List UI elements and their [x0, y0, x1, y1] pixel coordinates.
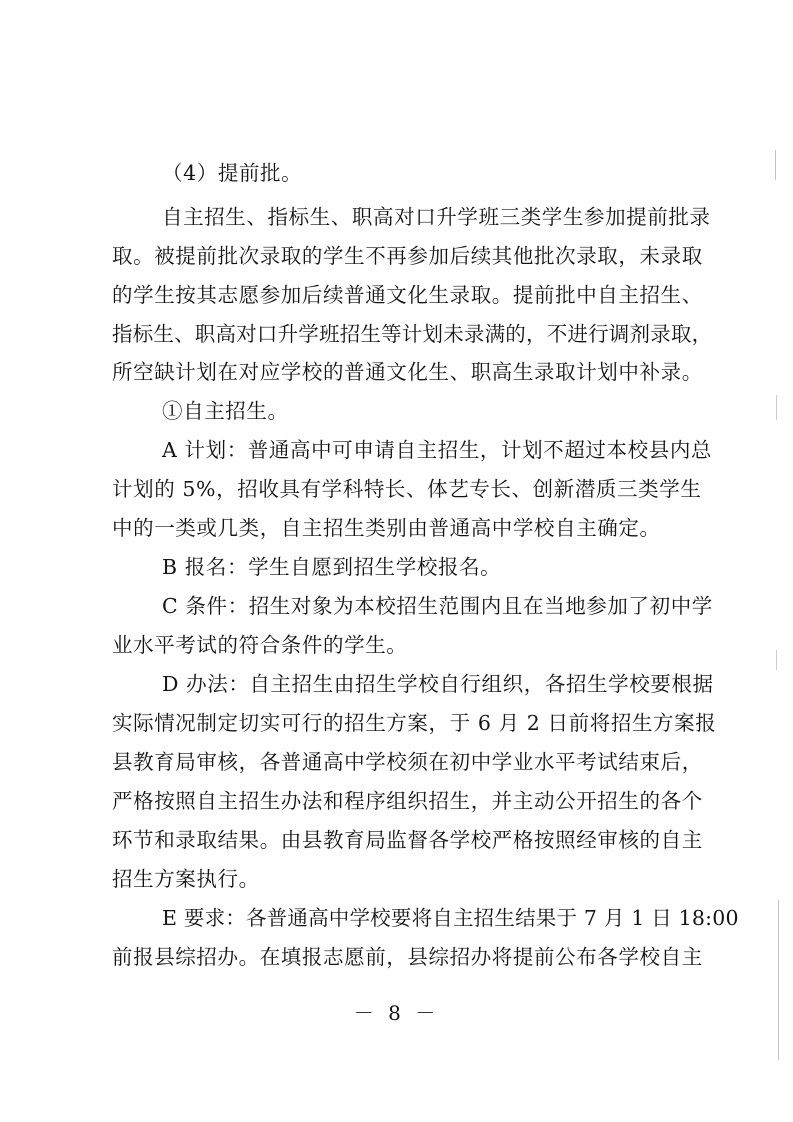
paragraph-line: 指标生、职高对口升学班招生等计划未录满的，不进行调剂录取，: [112, 322, 713, 346]
scan-edge-mark: [776, 650, 777, 670]
paragraph-line: 中的一类或几类，自主招生类别由普通高中学校自主确定。: [112, 516, 661, 540]
paragraph-line: 业水平考试的符合条件的学生。: [112, 633, 408, 657]
paragraph-line: 前报县综招办。在填报志愿前，县综招办将提前公布各学校自主: [112, 945, 703, 969]
paragraph-line: 环节和录取结果。由县教育局监督各学校严格按照经审核的自主: [112, 828, 703, 852]
paragraph-line: 的学生按其志愿参加后续普通文化生录取。提前批中自主招生、: [112, 283, 703, 307]
paragraph-line: 所空缺计划在对应学校的普通文化生、职高生录取计划中补录。: [112, 360, 703, 384]
scan-edge-mark: [775, 150, 776, 180]
paragraph-line: 实际情况制定切实可行的招生方案，于 6 月 2 日前将招生方案报: [112, 711, 717, 735]
paragraph-line: B 报名：学生自愿到招生学校报名。: [162, 555, 502, 579]
page-number: － 8 －: [353, 1001, 440, 1025]
paragraph-line: 自主招生、指标生、职高对口升学班三类学生参加提前批录: [162, 205, 711, 229]
paragraph-line: C 条件：招生对象为本校招生范围内且在当地参加了初中学: [162, 594, 713, 618]
section-heading: （4）提前批。: [162, 161, 303, 185]
paragraph-line: 严格按照自主招生办法和程序组织招生，并主动公开招生的各个: [112, 789, 703, 813]
scan-edge-mark: [776, 395, 777, 420]
paragraph-line: E 要求：各普通高中学校要将自主招生结果于 7 月 1 日 18:00: [162, 906, 739, 930]
subsection-heading: ①自主招生。: [162, 399, 289, 423]
paragraph-line: D 办法：自主招生由招生学校自行组织，各招生学校要根据: [162, 672, 714, 696]
paragraph-line: 计划的 5%，招收具有学科特长、体艺专长、创新潜质三类学生: [112, 477, 702, 501]
paragraph-line: 招生方案执行。: [112, 867, 260, 891]
paragraph-line: 取。被提前批次录取的学生不再参加后续其他批次录取，未录取: [112, 244, 703, 268]
paragraph-line: A 计划：普通高中可申请自主招生，计划不超过本校县内总: [162, 438, 713, 462]
paragraph-line: 县教育局审核，各普通高中学校须在初中学业水平考试结束后，: [112, 750, 703, 774]
scan-edge-mark: [778, 900, 779, 1060]
